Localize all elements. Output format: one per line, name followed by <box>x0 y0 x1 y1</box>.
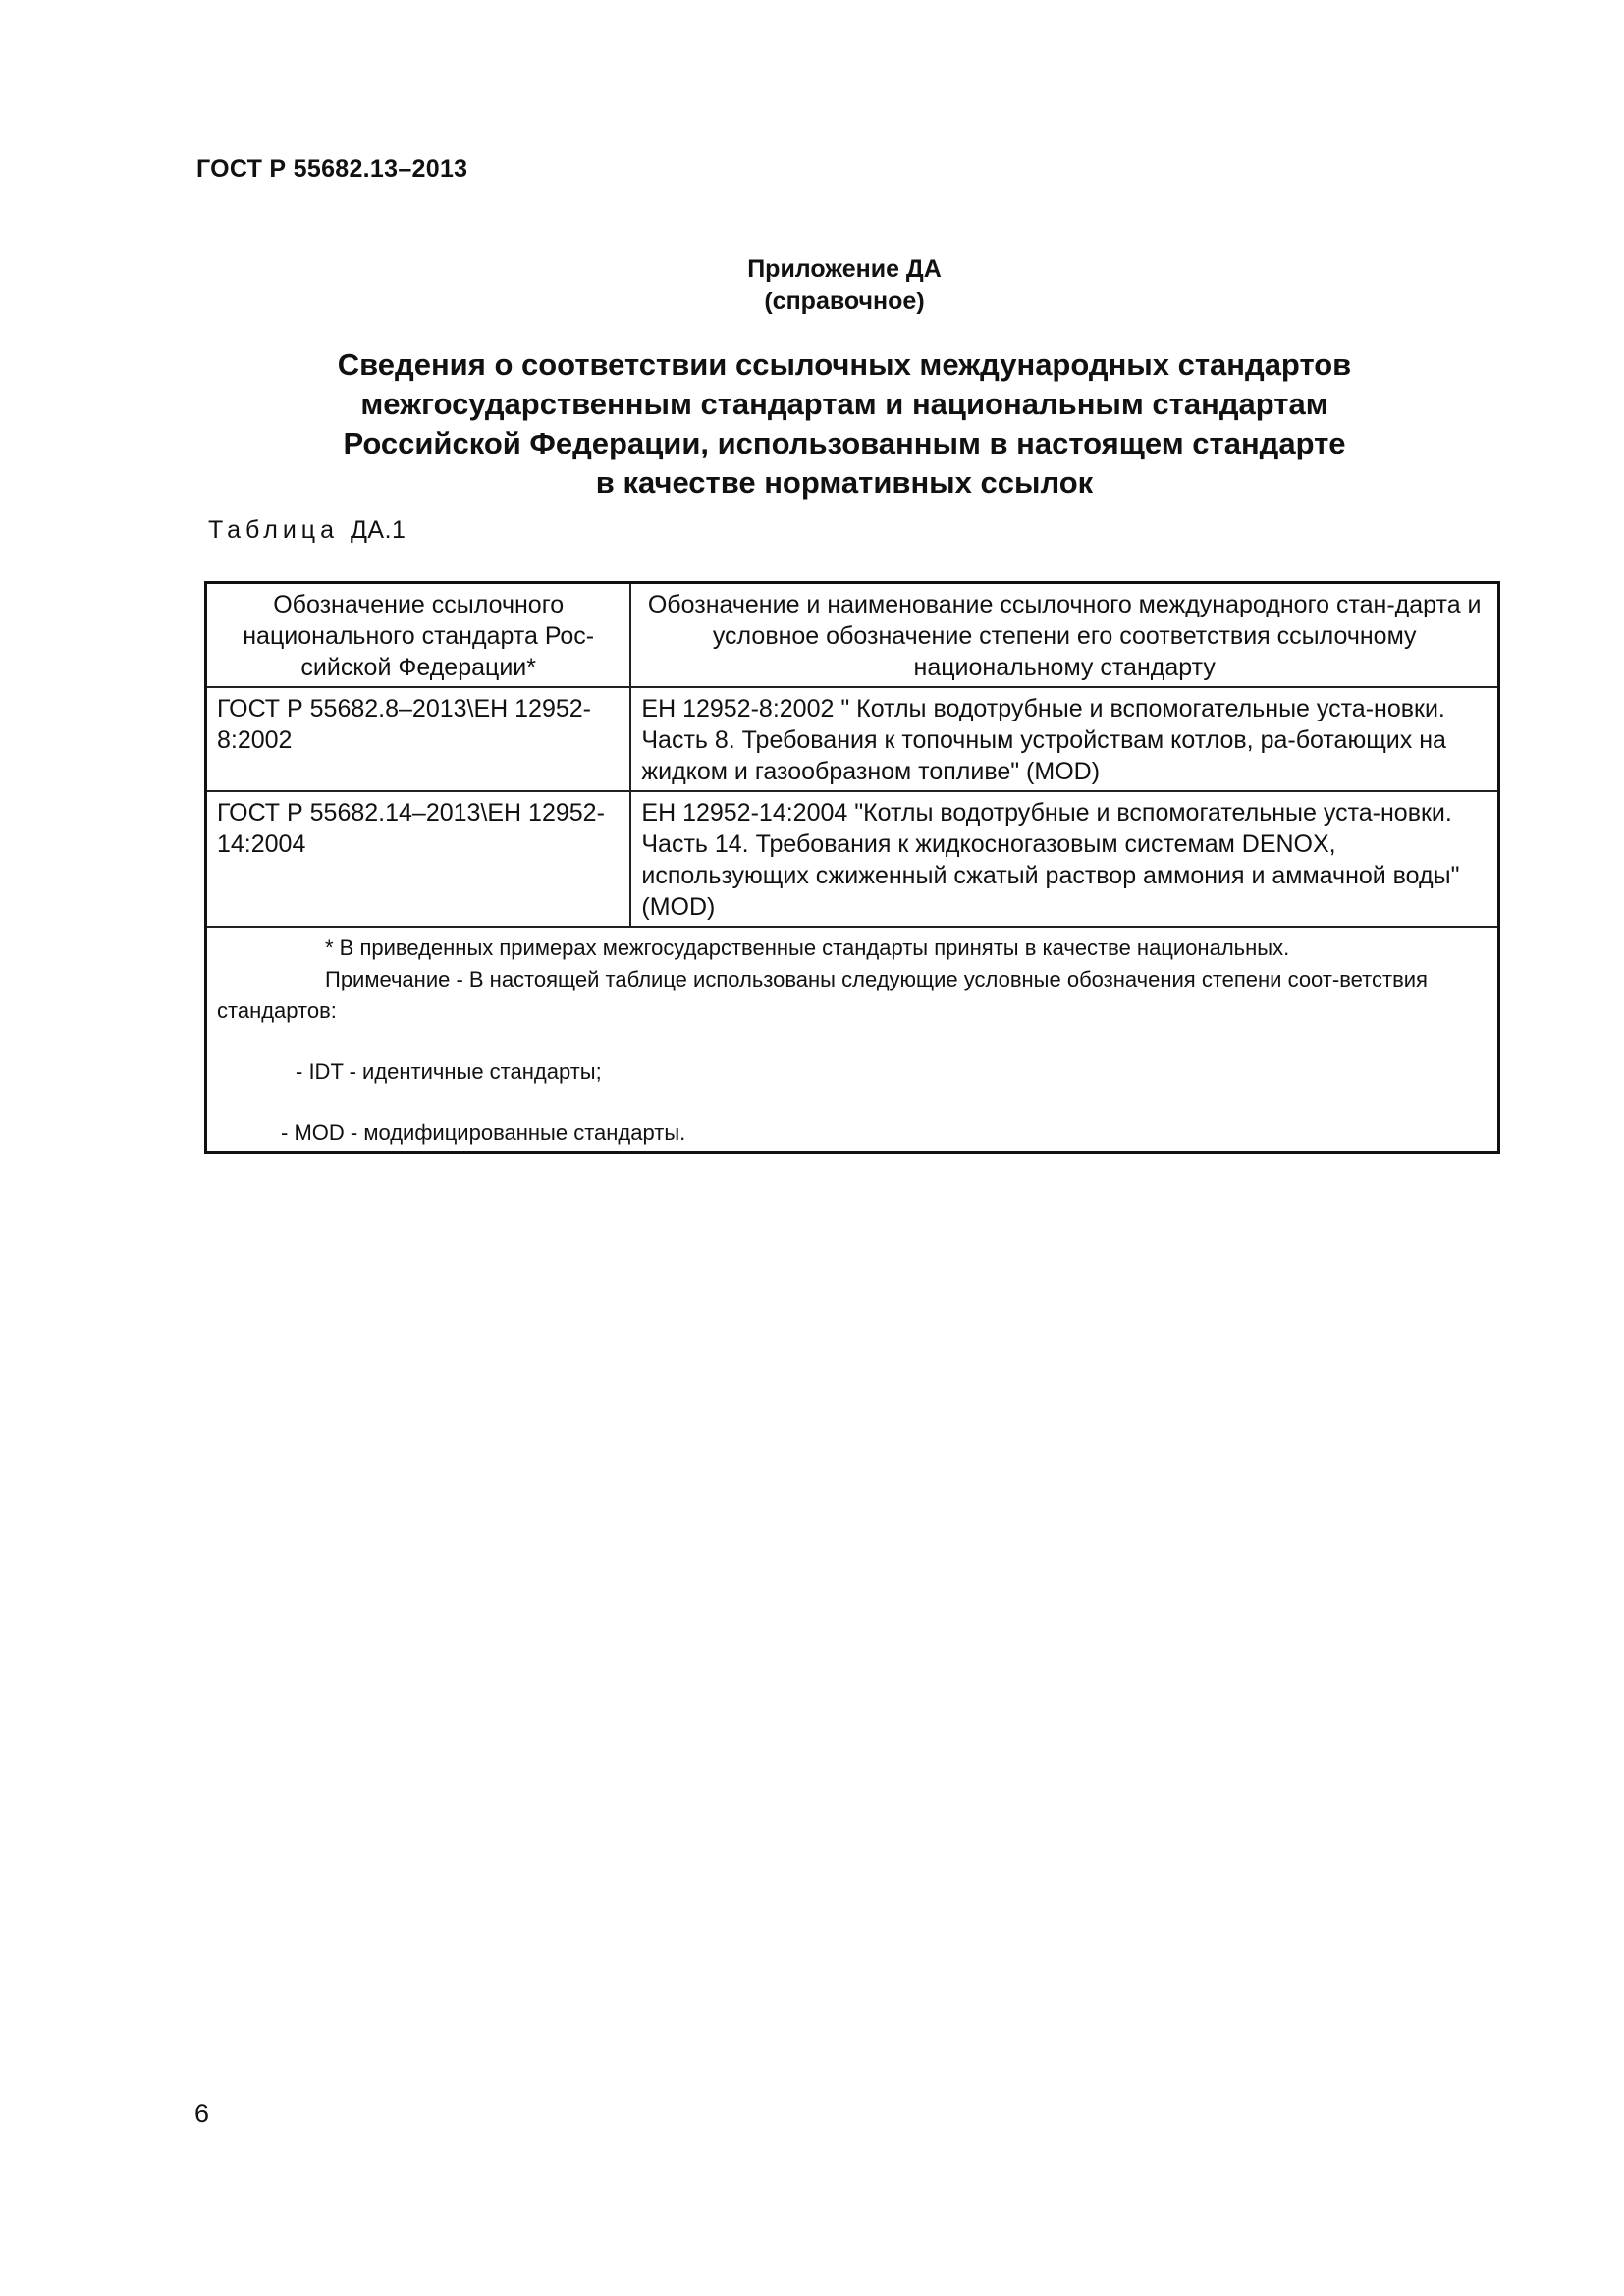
table-header-row <box>206 583 1499 688</box>
table-header-national: Обозначение ссылочного национального стандарта Рос-сийской Федерации* <box>206 583 631 688</box>
table-caption <box>208 516 406 545</box>
appendix-label: Приложение ДА <box>747 255 942 283</box>
table-row <box>206 791 1499 927</box>
page-number: 6 <box>194 2099 210 2128</box>
table-note <box>217 964 1488 1027</box>
section-title-line: Российской Федерации, использованным в настоящем стандарте <box>343 426 1346 460</box>
document-code: ГОСТ Р 55682.13–2013 <box>196 155 468 183</box>
legend-item-idt: - IDT - идентичные стандарты; <box>296 1059 602 1084</box>
reference-table <box>204 581 1500 1154</box>
section-title-line: Сведения о соответствии ссылочных международных стандартов <box>337 347 1352 382</box>
table-caption-number: ДА.1 <box>350 516 406 544</box>
appendix-type: (справочное) <box>764 288 925 315</box>
section-title-line: в качестве нормативных ссылок <box>595 465 1094 500</box>
table-row <box>206 687 1499 791</box>
table-notes <box>206 927 1499 1153</box>
table-notes-row <box>206 927 1499 1153</box>
table-cell-national: ГОСТ Р 55682.14–2013\ЕН 12952-14:2004 <box>206 791 631 927</box>
legend-item-mod: - MOD - модифицированные стандарты. <box>281 1120 686 1145</box>
table-cell-international: ЕН 12952-14:2004 "Котлы водотрубные и вспомогательные уста-новки. Часть 14. Требования к жидкосногазовым системам DENOX, использующих сжиженный сжатый раствор аммония и аммачной воды" (MOD) <box>630 791 1498 927</box>
section-title <box>196 346 1492 503</box>
table-footnote: * В приведенных примерах межгосударственные стандарты приняты в качестве национальных. <box>325 935 1290 960</box>
table-cell-international: ЕН 12952-8:2002 " Котлы водотрубные и вспомогательные уста-новки. Часть 8. Требования к топочным устройствам котлов, ра-ботающих на жидком и газообразном топливе" (MOD) <box>630 687 1498 791</box>
table-note-text: Примечание - В настоящей таблице использованы следующие условные обозначения степени соот-ветствия стандартов: <box>217 967 1428 1023</box>
section-title-line: межгосударственным стандартам и национальным стандартам <box>360 387 1328 421</box>
table-header-international: Обозначение и наименование ссылочного международного стан-дарта и условное обозначение степени его соответствия ссылочному национальному стандарту <box>630 583 1498 688</box>
table-caption-word: Таблица <box>208 516 340 544</box>
table-cell-national: ГОСТ Р 55682.8–2013\ЕН 12952-8:2002 <box>206 687 631 791</box>
